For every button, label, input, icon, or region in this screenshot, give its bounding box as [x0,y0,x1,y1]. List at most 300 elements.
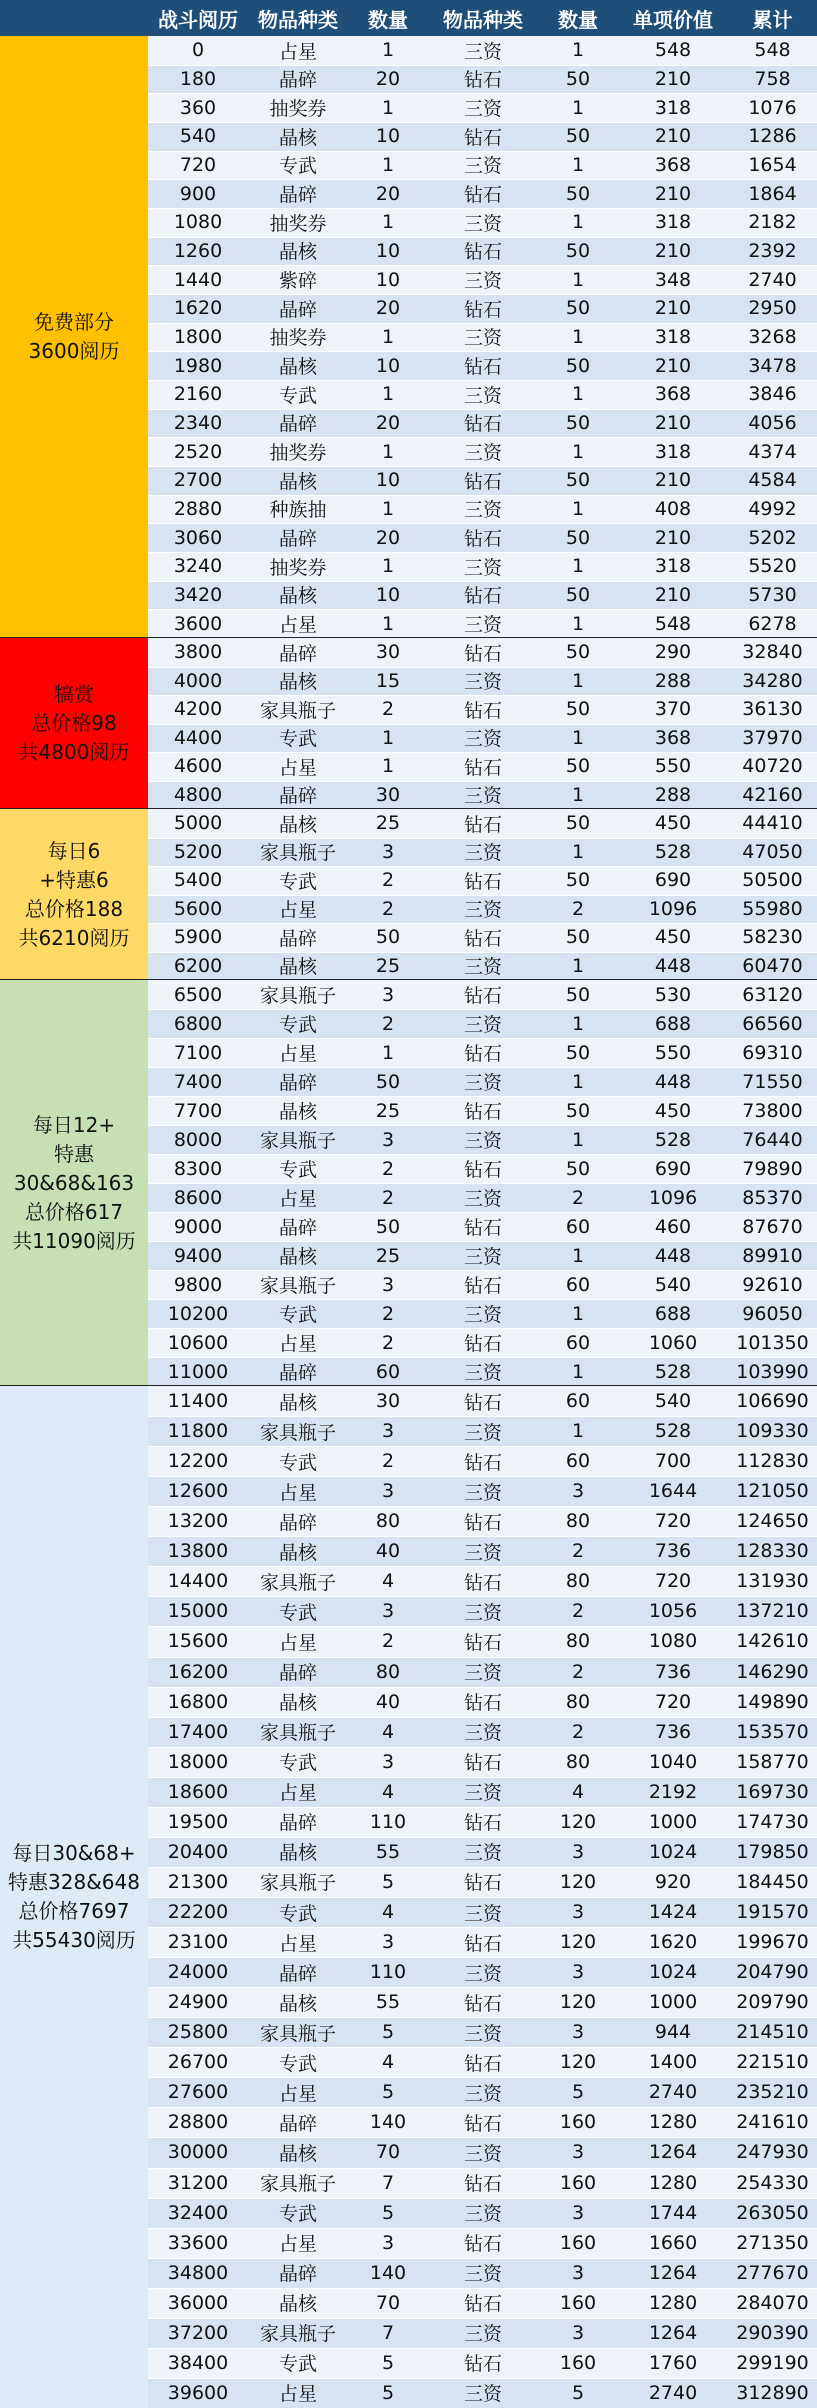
table-cell: 1644 [648,1480,698,1503]
table-cell: 112830 [736,1450,809,1473]
table-cell: 263050 [736,2201,809,2224]
row-divider [148,1957,817,1958]
row-divider [148,2318,817,2319]
row-divider [148,1328,817,1329]
table-cell: 6200 [173,954,223,977]
table-cell: 284070 [736,2291,809,2314]
table-cell: 13800 [167,1540,229,1563]
table-cell: 80 [375,1660,401,1683]
table-cell: 548 [654,612,692,635]
table-cell: 7 [381,2321,395,2344]
table-cell: 1660 [648,2231,698,2254]
table-cell: 6278 [748,612,797,635]
table-cell: 2 [571,1660,585,1683]
table-cell: 3600 [173,612,223,635]
column-header: 物品种类 [258,7,338,32]
row-divider [148,952,817,953]
table-cell: 120 [559,1991,597,2014]
table-cell: 37200 [167,2321,229,2344]
table-cell: 专武 [278,870,317,893]
table-cell: 271350 [736,2231,809,2254]
table-cell: 钻石 [463,1333,502,1355]
table-cell: 288 [654,669,692,692]
row-divider [148,2047,817,2048]
table-cell: 318 [654,555,692,578]
table-cell: 79890 [742,1157,803,1180]
table-cell: 720 [654,1510,692,1533]
table-cell: 1760 [648,2351,698,2374]
row-divider [148,409,817,410]
table-cell: 1 [381,96,395,119]
table-cell: 家具瓶子 [259,1421,336,1444]
table-cell: 110 [369,1810,407,1833]
table-cell: 晶碎 [278,528,317,551]
row-divider [148,1038,817,1039]
table-cell: 318 [654,440,692,463]
section-label-line: 犒赏 [54,682,94,706]
table-cell: 34800 [167,2261,229,2284]
table-cell: 家具瓶子 [259,1275,336,1297]
table-cell: 抽奖券 [269,556,327,579]
table-cell: 4400 [173,726,223,749]
table-cell: 3 [381,1600,395,1623]
table-cell: 2740 [748,268,797,291]
table-cell: 140 [369,2111,407,2134]
table-cell: 60470 [742,954,803,977]
table-cell: 三资 [463,40,502,63]
table-cell: 占星 [278,2082,317,2105]
section-label-line: 共11090阅历 [12,1228,136,1253]
table-cell: 钻石 [463,1692,502,1715]
table-cell: 146290 [736,1660,809,1683]
table-cell: 50 [565,239,591,262]
table-cell: 20 [375,411,401,434]
table-cell: 528 [654,1420,692,1443]
table-cell: 30 [375,783,401,806]
table-cell: 528 [654,1360,692,1383]
table-cell: 8300 [173,1157,223,1180]
table-cell: 三资 [463,842,502,865]
row-divider [148,752,817,753]
table-cell: 17400 [167,1720,229,1743]
table-cell: 三资 [463,499,502,522]
table-cell: 晶碎 [278,69,317,92]
table-cell: 3 [571,2201,585,2224]
table-cell: 占星 [278,1782,317,1805]
table-cell: 368 [654,726,692,749]
table-cell: 448 [654,1070,692,1093]
table-cell: 720 [654,1690,692,1713]
table-cell: 占星 [278,756,317,779]
table-cell: 80 [375,1510,401,1533]
section-label [0,980,148,1386]
table-cell: 2 [571,1720,585,1743]
table-cell: 160 [559,2231,597,2254]
table-cell: 1264 [648,2261,698,2284]
table-cell: 晶核 [278,2142,317,2165]
table-cell: 1980 [173,354,223,377]
table-cell: 家具瓶子 [259,2022,336,2045]
table-cell: 三资 [463,2022,502,2045]
table-cell: 408 [654,497,692,520]
table-cell: 6800 [173,1012,223,1035]
table-cell: 1040 [648,1750,698,1773]
table-cell: 36130 [742,698,803,721]
table-cell: 钻石 [463,1872,502,1895]
table-cell: 7 [381,2171,395,2194]
row-divider [148,2107,817,2108]
table-cell: 758 [754,67,791,90]
table-cell: 360 [179,96,217,119]
table-cell: 103990 [736,1360,809,1383]
table-cell: 290 [654,641,692,664]
table-cell: 三资 [463,728,502,751]
table-cell: 专武 [278,1902,317,1925]
table-cell: 2 [381,698,395,721]
table-cell: 2 [381,897,395,920]
table-cell: 三资 [463,1842,502,1865]
table-cell: 10 [375,469,401,492]
table-cell: 5000 [173,812,223,835]
row-divider [148,1125,817,1126]
table-cell: 晶核 [278,1246,317,1268]
table-cell: 5 [381,2381,395,2404]
table-cell: 25 [375,1244,401,1267]
table-cell: 5730 [748,583,797,606]
table-cell: 1 [571,39,585,62]
row-divider [148,724,817,725]
table-cell: 三资 [463,1541,502,1564]
table-cell: 368 [654,153,692,176]
table-cell: 1400 [648,2051,698,2074]
table-cell: 钻石 [463,69,502,92]
table-cell: 三资 [463,2142,502,2165]
table-cell: 三资 [463,155,502,178]
table-cell: 3 [381,983,395,1006]
row-divider [148,1241,817,1242]
table-cell: 1076 [748,96,797,119]
table-cell: 晶碎 [278,2112,317,2135]
table-cell: 10200 [167,1302,229,1325]
table-cell: 221510 [736,2051,809,2074]
row-divider [148,208,817,209]
section-label-line: 总价格188 [24,896,124,921]
table-cell: 晶碎 [278,1812,317,1835]
table-cell: 1 [571,783,585,806]
table-cell: 15 [375,669,401,692]
table-cell: 7700 [173,1099,223,1122]
table-cell: 晶核 [278,1992,317,2015]
section-label-line: 特惠 [54,1141,94,1166]
table-cell: 32400 [167,2201,229,2224]
table-cell: 2880 [173,497,223,520]
table-cell: 钻石 [463,413,502,436]
table-cell: 210 [654,297,692,320]
table-cell: 2 [571,1600,585,1623]
table-cell: 1 [381,497,395,520]
table-cell: 晶核 [278,585,317,608]
column-header: 战斗阅历 [158,7,238,32]
table-cell: 3 [381,1128,395,1151]
table-cell: 2740 [648,2381,698,2404]
table-cell: 1280 [648,2111,698,2134]
table-cell: 钻石 [463,1932,502,1955]
table-cell: 25 [375,1099,401,1122]
table-cell: 钻石 [463,2233,502,2256]
row-divider [148,1009,817,1010]
table-cell: 1 [381,383,395,406]
table-cell: 钻石 [463,1992,502,2015]
table-cell: 家具瓶子 [259,1130,336,1152]
table-cell: 50 [565,641,591,664]
table-cell: 4 [381,1780,395,1803]
table-cell: 钻石 [463,642,502,665]
table-cell: 50 [565,869,591,892]
table-cell: 晶碎 [278,298,317,321]
table-cell: 9000 [173,1215,223,1238]
row-divider [148,838,817,839]
table-cell: 晶核 [278,671,317,694]
table-cell: 2740 [648,2081,698,2104]
table-cell: 1 [571,555,585,578]
row-divider [148,179,817,180]
table-cell: 20 [375,297,401,320]
table-cell: 4000 [173,669,223,692]
row-divider [148,1897,817,1898]
table-cell: 2 [381,1157,395,1180]
table-cell: 50 [565,297,591,320]
table-cell: 448 [654,1244,692,1267]
table-cell: 三资 [463,2323,502,2346]
table-cell: 1620 [173,297,223,320]
table-cell: 210 [654,239,692,262]
table-cell: 晶核 [278,1391,317,1414]
table-cell: 2520 [173,440,223,463]
table-cell: 3 [381,840,395,863]
table-cell: 21300 [167,1870,229,1893]
table-cell: 三资 [463,384,502,407]
row-divider [148,2348,817,2349]
table-cell: 12600 [167,1480,229,1503]
table-cell: 家具瓶子 [259,985,336,1007]
table-cell: 210 [654,526,692,549]
table-cell: 550 [654,1041,692,1064]
row-divider [148,1536,817,1537]
table-cell: 1800 [173,325,223,348]
section-label-line: 每日30&68+ [12,1841,136,1865]
table-cell: 736 [654,1660,692,1683]
table-cell: 三资 [463,1902,502,1925]
table-cell: 32840 [742,641,803,664]
table-cell: 124650 [736,1510,809,1533]
table-cell: 5 [571,2081,585,2104]
table-cell: 紫碎 [278,270,317,293]
table-cell: 晶碎 [278,1072,317,1094]
table-cell: 晶核 [278,813,317,836]
table-cell: 235210 [736,2081,809,2104]
table-cell: 27600 [167,2081,229,2104]
table-cell: 钻石 [463,528,502,551]
section-label-line: 免费部分 [34,310,114,334]
table-cell: 3846 [748,383,797,406]
table-cell: 10 [375,239,401,262]
row-divider [148,466,817,467]
table-cell: 三资 [463,1188,502,1210]
row-divider [148,495,817,496]
table-cell: 28800 [167,2111,229,2134]
table-cell: 三资 [463,556,502,579]
section-label [0,36,148,638]
row-divider [148,1299,817,1300]
table-cell: 2160 [173,383,223,406]
table-cell: 58230 [742,926,803,949]
table-cell: 1 [571,268,585,291]
table-cell: 277670 [736,2261,809,2284]
section-label-line: 总价格98 [31,711,117,735]
table-cell: 三资 [463,956,502,979]
table-cell: 3240 [173,555,223,578]
table-cell: 10 [375,354,401,377]
row-divider [148,2077,817,2078]
table-cell: 家具瓶子 [259,1722,336,1745]
column-header: 累计 [752,7,793,32]
table-cell: 5520 [748,555,797,578]
table-cell: 73800 [742,1099,803,1122]
table-cell: 4 [381,1720,395,1743]
table-cell: 160 [559,2111,597,2134]
table-cell: 钻石 [463,126,502,149]
table-cell: 36000 [167,2291,229,2314]
table-cell: 2 [381,1450,395,1473]
table-cell: 50 [565,182,591,205]
table-cell: 三资 [463,1072,502,1094]
table-cell: 3 [571,2021,585,2044]
table-cell: 占星 [278,1481,317,1504]
table-cell: 三资 [463,2263,502,2286]
row-divider [148,1212,817,1213]
table-cell: 2340 [173,411,223,434]
table-cell: 60 [565,1450,591,1473]
table-cell: 50 [565,812,591,835]
table-cell: 三资 [463,1481,502,1504]
table-cell: 548 [754,39,791,62]
table-cell: 18000 [167,1750,229,1773]
table-cell: 晶碎 [278,1217,317,1239]
table-cell: 家具瓶子 [259,2323,336,2346]
table-cell: 钻石 [463,1451,502,1474]
table-cell: 钻石 [463,985,502,1007]
table-cell: 106690 [736,1390,809,1413]
table-cell: 三资 [463,1304,502,1326]
table-cell: 20 [375,182,401,205]
table-cell: 三资 [463,1782,502,1805]
table-cell: 10600 [167,1331,229,1354]
table-cell: 钻石 [463,2173,502,2196]
table-cell: 450 [654,1099,692,1122]
table-cell: 101350 [736,1331,809,1354]
section-label [0,1386,148,2408]
table-cell: 8600 [173,1186,223,1209]
table-cell: 专武 [278,728,317,751]
table-cell: 900 [179,182,217,205]
section-label [0,638,148,809]
table-cell: 80 [565,1570,591,1593]
row-divider [148,2168,817,2169]
table-cell: 5600 [173,897,223,920]
table-cell: 30 [375,1390,401,1413]
row-divider [148,581,817,582]
row-divider [148,2198,817,2199]
table-cell: 80 [565,1690,591,1713]
table-cell: 1 [381,612,395,635]
table-cell: 19500 [167,1810,229,1833]
table-cell: 700 [654,1450,692,1473]
table-cell: 占星 [278,1043,317,1065]
table-cell: 87670 [742,1215,803,1238]
table-cell: 专武 [278,1014,317,1036]
table-cell: 专武 [278,1451,317,1474]
row-divider [148,1566,817,1567]
row-divider [148,1154,817,1155]
table-cell: 70 [375,2141,401,2164]
table-cell: 钻石 [463,1812,502,1835]
table-cell: 晶碎 [278,1511,317,1534]
table-cell: 690 [654,1157,692,1180]
section-label-line: 共4800阅历 [18,740,130,764]
table-cell: 50 [565,1157,591,1180]
table-cell: 1654 [748,153,797,176]
column-header: 单项价值 [633,7,713,32]
table-cell: 三资 [463,1722,502,1745]
table-cell: 三资 [463,1246,502,1268]
table-cell: 528 [654,1128,692,1151]
table-cell: 80 [565,1750,591,1773]
table-cell: 40720 [742,755,803,778]
row-divider [148,1357,817,1358]
table-cell: 三资 [463,2082,502,2105]
table-cell: 抽奖券 [269,327,327,350]
row-divider [148,1446,817,1447]
table-cell: 1 [571,1244,585,1267]
table-cell: 钻石 [463,756,502,779]
table-cell: 460 [654,1215,692,1238]
table-cell: 1 [571,1302,585,1325]
table-cell: 55 [375,1991,401,2014]
table-cell: 2392 [748,239,797,262]
table-cell: 三资 [463,1130,502,1152]
table-cell: 1 [571,1012,585,1035]
table-cell: 3 [381,1273,395,1296]
table-cell: 钻石 [463,1752,502,1775]
table-cell: 5400 [173,869,223,892]
table-cell: 720 [654,1570,692,1593]
table-cell: 210 [654,411,692,434]
table-cell: 晶碎 [278,1962,317,1985]
table-cell: 晶核 [278,356,317,379]
table-cell: 钻石 [463,1159,502,1181]
table-cell: 96050 [742,1302,803,1325]
table-cell: 2 [381,869,395,892]
table-cell: 三资 [463,1014,502,1036]
table-cell: 140 [369,2261,407,2284]
table-cell: 50 [565,698,591,721]
table-cell: 12200 [167,1450,229,1473]
table-cell: 三资 [463,327,502,350]
table-cell: 530 [654,983,692,1006]
table-cell: 22200 [167,1901,229,1924]
table-cell: 120 [559,1931,597,1954]
table-cell: 家具瓶子 [259,1571,336,1594]
